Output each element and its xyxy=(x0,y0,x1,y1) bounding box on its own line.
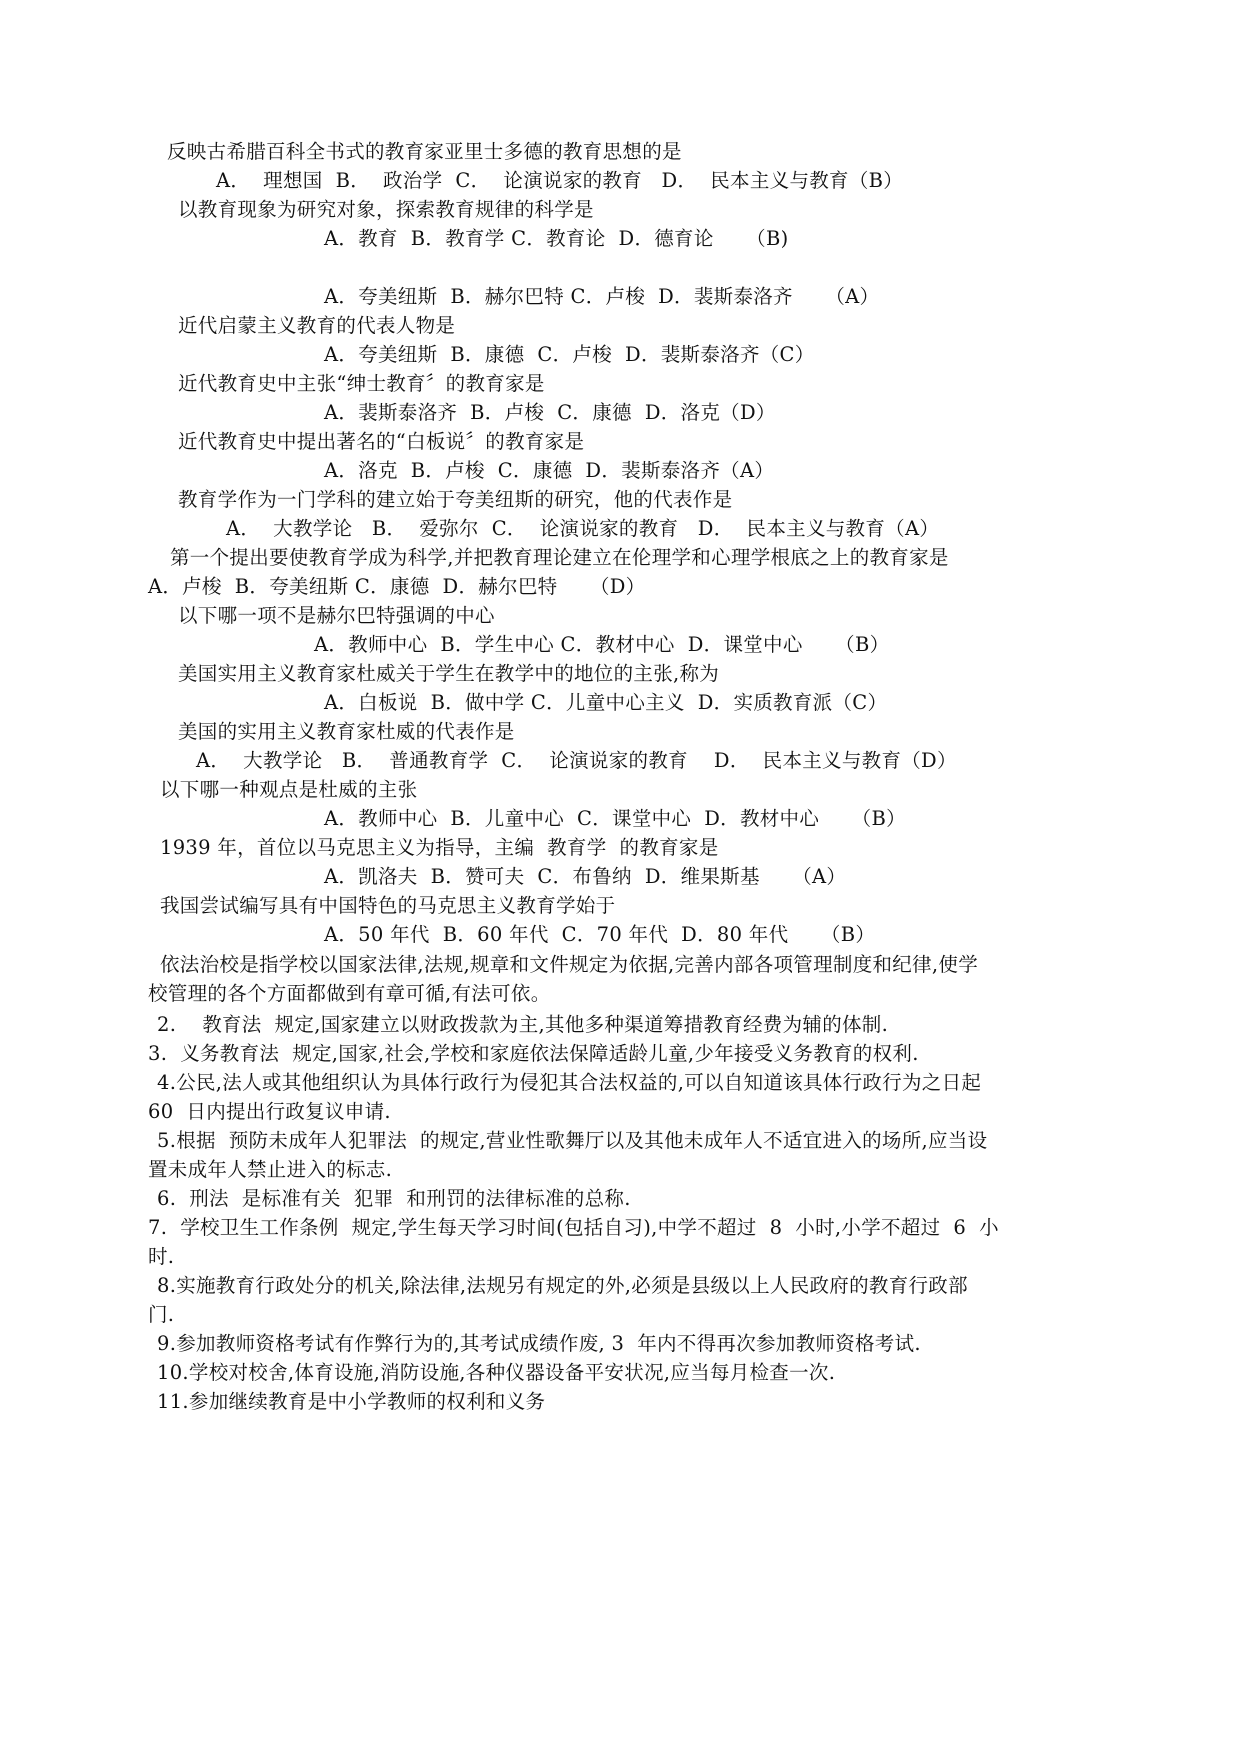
question-12-options: A．教师中心 B．儿童中心 C．课堂中心 D．教材中心 （B） xyxy=(324,807,906,830)
question-7-stem: 教育学作为一门学科的建立始于夸美纽斯的研究，他的代表作是 xyxy=(178,488,733,511)
question-2-options: A．教育 B．教育学 C．教育论 D．德育论 （B) xyxy=(324,227,789,250)
statement-4-line-1: 4.公民,法人或其他组织认为具体行政行为侵犯其合法权益的,可以自知道该具体行政行为之日起 xyxy=(157,1071,982,1094)
statement-8-line-2: 门. xyxy=(148,1303,175,1326)
question-13-stem: 1939 年，首位以马克思主义为指导，主编 教育学 的教育家是 xyxy=(160,836,719,859)
statement-6: 6. 刑法 是标准有关 犯罪 和刑罚的法律标准的总称. xyxy=(157,1187,631,1210)
question-12-stem: 以下哪一种观点是杜威的主张 xyxy=(160,778,418,801)
question-4-stem: 近代启蒙主义教育的代表人物是 xyxy=(178,314,456,337)
question-13-options: A．凯洛夫 B．赞可夫 C．布鲁纳 D．维果斯基 （A） xyxy=(324,865,847,888)
question-6-options: A．洛克 B．卢梭 C．康德 D．裴斯泰洛齐（A） xyxy=(324,459,775,482)
statement-9: 9.参加教师资格考试有作弊行为的,其考试成绩作废, 3 年内不得再次参加教师资格考试. xyxy=(157,1332,921,1355)
question-11-options: A． 大教学论 B． 普通教育学 C． 论演说家的教育 D． 民本主义与教育（D） xyxy=(196,749,957,772)
question-14-options: A．50 年代 B．60 年代 C．70 年代 D．80 年代 （B） xyxy=(324,923,876,946)
question-3-options: A．夸美纽斯 B．赫尔巴特 C．卢梭 D．裴斯泰洛齐 （A） xyxy=(324,285,880,308)
question-4-options: A．夸美纽斯 B．康德 C．卢梭 D．裴斯泰洛齐（C） xyxy=(324,343,815,366)
statement-7-line-2: 时. xyxy=(148,1245,175,1268)
statement-5-line-2: 置未成年人禁止进入的标志. xyxy=(148,1158,393,1181)
question-8-options: A．卢梭 B．夸美纽斯 C．康德 D．赫尔巴特 （D） xyxy=(148,575,646,598)
statement-5-line-1: 5.根据 预防未成年人犯罪法 的规定,营业性歌舞厅以及其他未成年人不适宜进入的场所,应当设 xyxy=(157,1129,988,1152)
statement-1-line-1: 依法治校是指学校以国家法律,法规,规章和文件规定为依据,完善内部各项管理制度和纪律,使学 xyxy=(160,953,978,976)
question-9-stem: 以下哪一项不是赫尔巴特强调的中心 xyxy=(178,604,495,627)
statement-4-line-2: 60 日内提出行政复议申请. xyxy=(148,1100,391,1123)
statement-10: 10.学校对校舍,体育设施,消防设施,各种仪器设备平安状况,应当每月检查一次. xyxy=(157,1361,836,1384)
question-9-options: A．教师中心 B．学生中心 C．教材中心 D．课堂中心 （B） xyxy=(314,633,890,656)
question-10-options: A．白板说 B．做中学 C．儿童中心主义 D．实质教育派（C） xyxy=(324,691,888,714)
question-2-stem: 以教育现象为研究对象，探索教育规律的科学是 xyxy=(178,198,594,221)
question-1-stem: 反映古希腊百科全书式的教育家亚里士多德的教育思想的是 xyxy=(167,140,682,163)
statement-11: 11.参加继续教育是中小学教师的权利和义务 xyxy=(157,1390,546,1413)
question-11-stem: 美国的实用主义教育家杜威的代表作是 xyxy=(178,720,515,743)
statement-8-line-1: 8.实施教育行政处分的机关,除法律,法规另有规定的外,必须是县级以上人民政府的教育行政部 xyxy=(157,1274,968,1297)
statement-7-line-1: 7. 学校卫生工作条例 规定,学生每天学习时间(包括自习),中学不超过 8 小时,小学不超过 6 小 xyxy=(148,1216,999,1239)
statement-3: 3. 义务教育法 规定,国家,社会,学校和家庭依法保障适龄儿童,少年接受义务教育的权利. xyxy=(148,1042,919,1065)
question-14-stem: 我国尝试编写具有中国特色的马克思主义教育学始于 xyxy=(160,894,616,917)
question-1-options: A． 理想国 B． 政治学 C． 论演说家的教育 D． 民本主义与教育（B） xyxy=(216,169,904,192)
question-7-options: A． 大教学论 B． 爱弥尔 C． 论演说家的教育 D． 民本主义与教育（A） xyxy=(226,517,940,540)
question-10-stem: 美国实用主义教育家杜威关于学生在教学中的地位的主张,称为 xyxy=(178,662,720,685)
statement-2: 2. 教育法 规定,国家建立以财政拨款为主,其他多种渠道筹措教育经费为辅的体制. xyxy=(157,1013,889,1036)
question-8-stem: 第一个提出要使教育学成为科学,并把教育理论建立在伦理学和心理学根底之上的教育家是 xyxy=(170,546,949,569)
question-5-options: A．裴斯泰洛齐 B．卢梭 C．康德 D．洛克（D） xyxy=(324,401,776,424)
question-5-stem: 近代教育史中主张“绅士教育〞的教育家是 xyxy=(178,372,545,395)
statement-1-line-2: 校管理的各个方面都做到有章可循,有法可依。 xyxy=(148,982,551,1005)
question-6-stem: 近代教育史中提出著名的“白板说〞的教育家是 xyxy=(178,430,585,453)
